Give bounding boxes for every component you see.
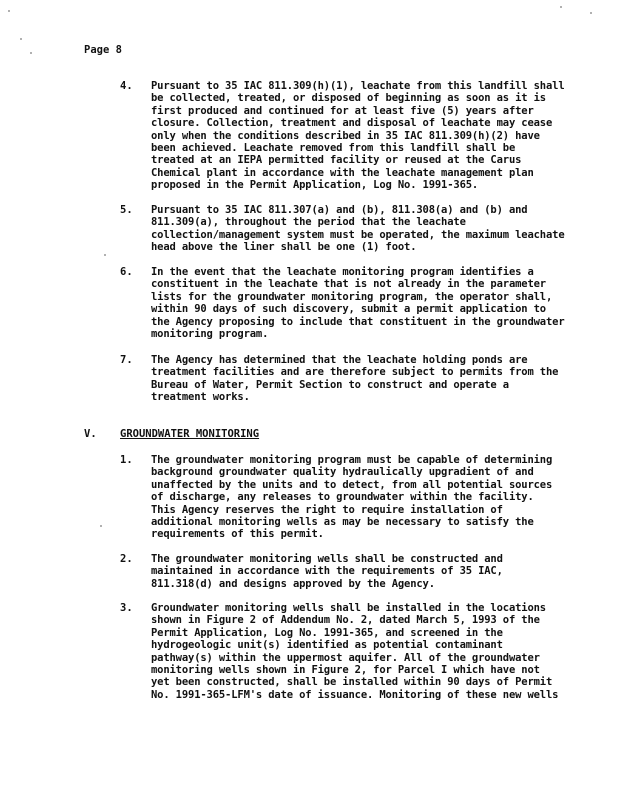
item-text [151,266,576,340]
item-number: 4. [120,80,133,92]
text-line: 811.318(d) and designs approved by the Agency. [151,577,435,590]
text-line: Pursuant to 35 IAC 811.307(a) and (b), 811.308(a) and (b) and [151,204,528,216]
text-line: The groundwater monitoring program must be capable of determining [151,454,553,466]
item-text [151,602,576,701]
text-line: the Agency proposing to include that constituent in the groundwater [151,315,565,328]
scan-speck [100,525,102,527]
scan-speck [590,12,592,14]
scan-speck [560,6,562,8]
text-line: Chemical plant in accordance with the leachate management plan [151,166,534,179]
item-text [151,454,576,541]
text-line: proposed in the Permit Application, Log No. 1991-365. [151,179,479,192]
section-number: V. [84,428,97,440]
text-line: collection/management system must be operated, the maximum leachate [151,228,565,241]
item-number: 5. [120,204,133,216]
text-line: been achieved. Leachate removed from this landfill shall be [151,141,516,154]
text-line: maintained in accordance with the requirements of 35 IAC, [151,565,503,578]
text-line: yet been constructed, shall be installed within 90 days of Permit [151,676,553,689]
text-line: additional monitoring wells as may be necessary to satisfy the [151,515,534,528]
page-number: Page 8 [84,44,122,56]
item-number: 6. [120,266,133,278]
text-line: monitoring program. [151,327,269,340]
scan-speck [8,10,10,12]
text-line: treatment facilities and are therefore subject to permits from the [151,366,559,379]
text-line: head above the liner shall be one (1) foot. [151,241,417,254]
scan-speck [104,254,106,256]
text-line: pathway(s) within the uppermost aquifer. All of the groundwater [151,651,540,664]
text-line: Bureau of Water, Permit Section to construct and operate a [151,378,509,391]
text-line: Permit Application, Log No. 1991-365, and screened in the [151,626,503,639]
text-line: This Agency reserves the right to require installation of [151,503,503,516]
text-line: 811.309(a), throughout the period that the leachate [151,216,466,229]
text-line: requirements of this permit. [151,528,324,541]
text-line: The Agency has determined that the leachate holding ponds are [151,354,528,366]
item-number: 7. [120,354,133,366]
item-text [151,204,576,254]
scan-speck [30,52,32,54]
text-line: be collected, treated, or disposed of beginning as soon as it is [151,92,546,105]
text-line: within 90 days of such discovery, submit a permit application to [151,303,546,316]
item-number: 3. [120,602,133,614]
text-line: unaffected by the units and to detect, from all potential sources [151,478,553,491]
item-number: 1. [120,454,133,466]
text-line: monitoring wells shown in Figure 2, for Parcel I which have not [151,663,540,676]
text-line: of discharge, any releases to groundwater within the facility. [151,491,534,504]
text-line: hydrogeologic unit(s) identified as potential contaminant [151,639,503,652]
scan-speck [20,38,22,40]
item-number: 2. [120,553,133,565]
item-text [151,80,576,192]
text-line: Pursuant to 35 IAC 811.309(h)(1), leachate from this landfill shall [151,80,565,92]
text-line: constituent in the leachate that is not already in the parameter [151,278,546,291]
text-line: background groundwater quality hydraulically upgradient of and [151,466,534,479]
section-heading [84,428,259,440]
text-line: Groundwater monitoring wells shall be installed in the locations [151,602,546,614]
text-line: closure. Collection, treatment and disposal of leachate may cease [151,117,553,130]
text-line: treated at an IEPA permitted facility or reused at the Carus [151,154,522,167]
item-text [151,553,576,590]
item-text [151,354,576,404]
text-line: lists for the groundwater monitoring program, the operator shall, [151,290,553,303]
text-line: only when the conditions described in 35 IAC 811.309(h)(2) have [151,129,540,142]
text-line: No. 1991-365-LFM's date of issuance. Monitoring of these new wells [151,688,559,701]
text-line: The groundwater monitoring wells shall be constructed and [151,553,503,565]
section-title: GROUNDWATER MONITORING [120,428,260,440]
text-line: shown in Figure 2 of Addendum No. 2, dated March 5, 1993 of the [151,614,540,627]
text-line: treatment works. [151,391,250,404]
text-line: first produced and continued for at least five (5) years after [151,104,534,117]
text-line: In the event that the leachate monitoring program identifies a [151,266,534,278]
